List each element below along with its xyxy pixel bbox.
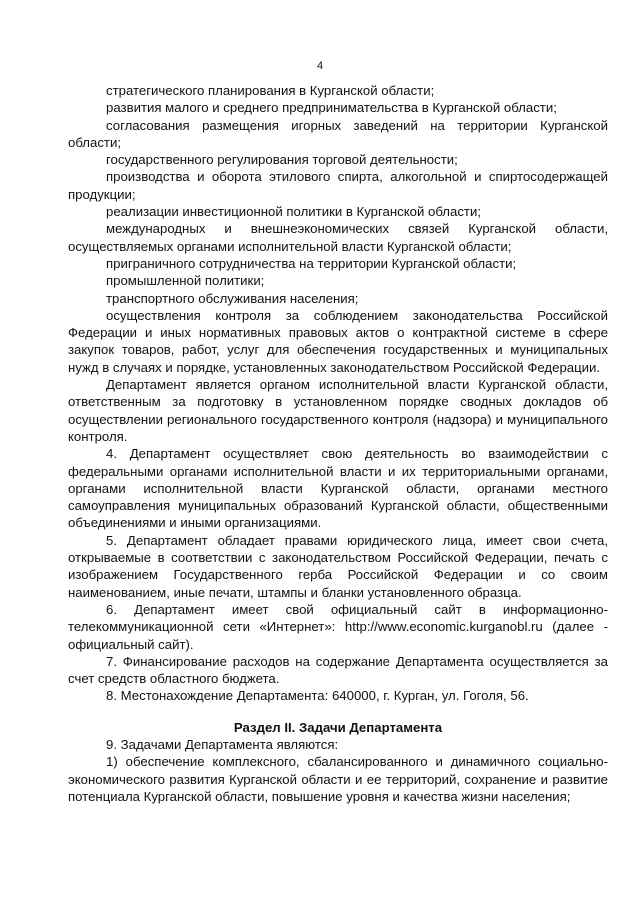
section-heading: Раздел II. Задачи Департамента [233, 719, 443, 735]
list-item-strategic-planning: стратегического планирования в Курганской области; [106, 83, 435, 98]
list-item-industrial-policy: промышленной политики; [106, 273, 265, 289]
list-item-alcohol-production: производства и оборота этилового спирта, алкогольной и спиртосодержащей продукции; [68, 169, 608, 202]
paragraph-item-5: 5. Департамент обладает правами юридического лица, имеет свои счета, открываемые в соответствии с законодательством Российской Федерации, печать с изображением Государственного герба Российской Федерации и со своим наименованием, иные печати, штампы и бланки установленного образца. [68, 532, 608, 600]
paragraph-item-9-1: 1) обеспечение комплексного, сбалансированного и динамичного социально-экономического развития Курганской области и ее территорий, сохранение и развитие потенциала Курганской области, повышение уровня и качества жизни населения; [68, 754, 608, 804]
paragraph-item-6: 6. Департамент имеет свой официальный сайт в информационно-телекоммуникационной сети «Интернет»: http://www.economic.kurganobl.ru (далее - официальный сайт). [68, 601, 608, 652]
paragraph-item-8: 8. Местонахождение Департамента: 640000, г. Курган, ул. Гоголя, 56. [106, 688, 529, 704]
list-item-small-business: развития малого и среднего предпринимательства в Курганской области; [106, 100, 557, 116]
page-number: 4 [316, 60, 324, 72]
list-item-trade-regulation: государственного регулирования торговой деятельности; [106, 152, 458, 168]
paragraph-item-9: 9. Задачами Департамента являются: [106, 736, 339, 752]
list-item-investment-policy: реализации инвестиционной политики в Курганской области; [106, 204, 482, 220]
list-item-border-cooperation: приграничного сотрудничества на территории Курганской области; [106, 255, 517, 271]
document-body [68, 82, 608, 805]
list-item-transport-service: транспортного обслуживания населения; [106, 290, 359, 306]
paragraph-item-4: 4. Департамент осуществляет свою деятельность во взаимодействии с федеральными органами исполнительной власти и их территориальными органами, органами исполнительной власти Курганской области, органами местного самоуправления муниципальных образований Курганской области, общественными объединениями и иными организациями. [68, 446, 608, 531]
paragraph-item-7: 7. Финансирование расходов на содержание Департамента осуществляется за счет средств областного бюджета. [68, 653, 608, 687]
list-item-gambling-zones: согласования размещения игорных заведений на территории Курганской области; [68, 117, 608, 150]
list-item-procurement-control: осуществления контроля за соблюдением законодательства Российской Федерации и иных нормативных правовых актов о контрактной системе в сфере закупок товаров, работ, услуг для обеспечения государственных и муниципальных нужд в случаях и порядке, установленных законодательством Российской Федерации. [68, 307, 608, 375]
list-item-international-relations: международных и внешнеэкономических связей Курганской области, осуществляемых органами исполнительной власти Курганской области; [68, 221, 608, 254]
paragraph-control-reports: Департамент является органом исполнительной власти Курганской области, ответственным за подготовку в установленном порядке сводных докладов об осуществлении регионального государственного контроля (надзора) и муниципального контроля. [68, 377, 608, 444]
